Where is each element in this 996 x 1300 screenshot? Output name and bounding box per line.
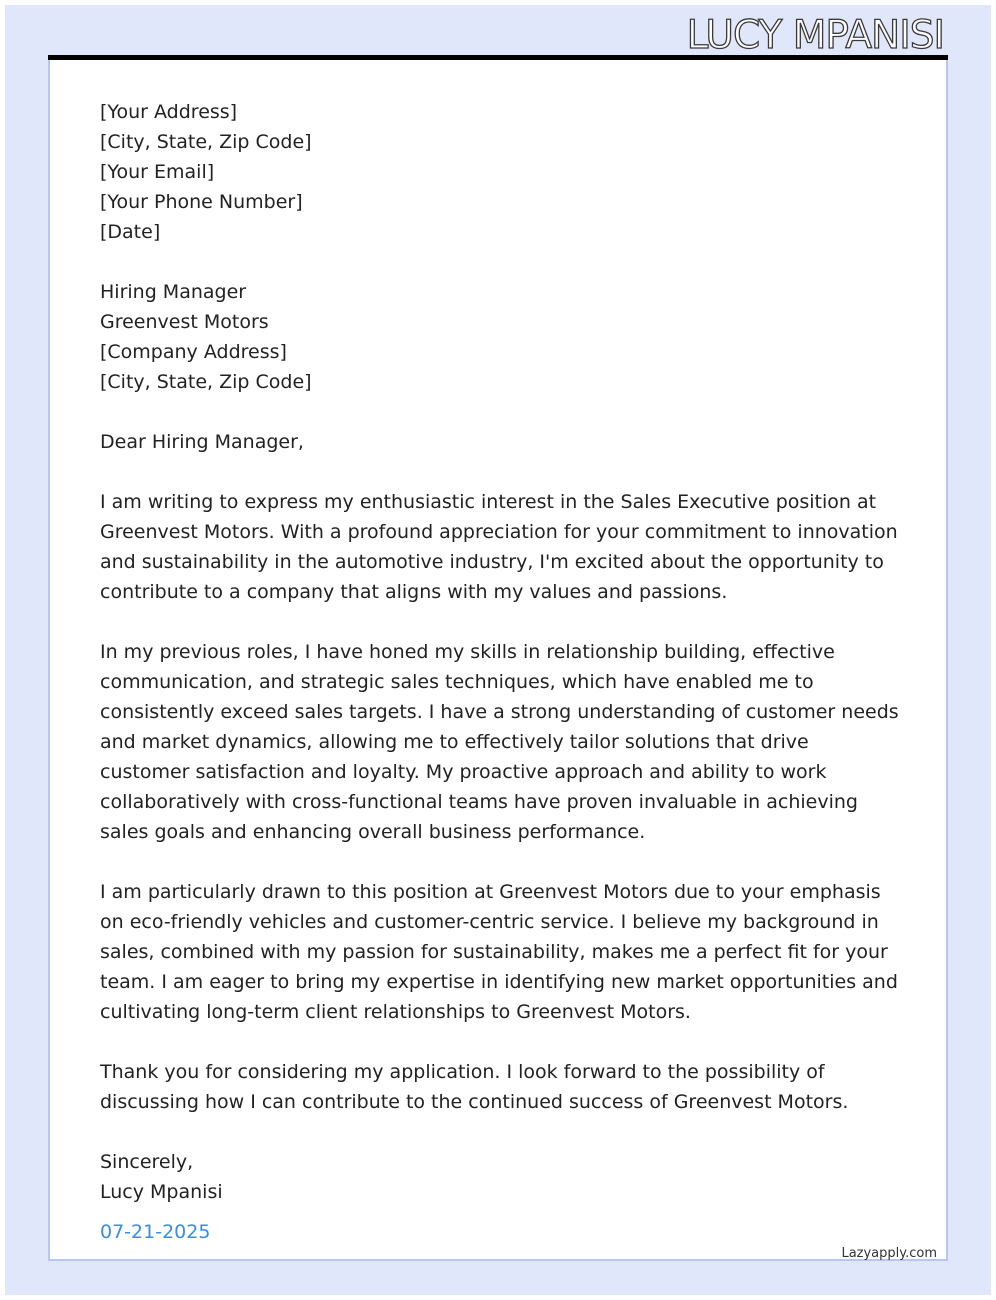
recipient-company: Greenvest Motors bbox=[100, 311, 269, 333]
spacer bbox=[100, 457, 900, 487]
paragraph-4: Thank you for considering my application. I look forward to the possibility of discussing how I can contribute to the continued success of Greenvest Motors. bbox=[100, 1061, 849, 1113]
sender-phone: [Your Phone Number] bbox=[100, 191, 303, 213]
paragraph-3: I am particularly drawn to this position at Greenvest Motors due to your emphasis on eco-friendly vehicles and customer-centric service. I believe my background in sales, combined with my passion for sustainability, makes me a perfect fit for your team. I am eager to bring my expertise in identifying new market opportunities and cultivating long-term client relationships to Greenvest Motors. bbox=[100, 881, 898, 1023]
brand-watermark: Lazyapply.com bbox=[841, 1246, 937, 1261]
recipient-city-state-zip: [City, State, Zip Code] bbox=[100, 371, 312, 393]
closing: Sincerely, bbox=[100, 1151, 194, 1173]
salutation: Dear Hiring Manager, bbox=[100, 431, 304, 453]
spacer bbox=[100, 847, 900, 877]
spacer bbox=[100, 247, 900, 277]
recipient-title: Hiring Manager bbox=[100, 281, 247, 303]
letter-body bbox=[100, 97, 900, 1207]
spacer bbox=[100, 1027, 900, 1057]
footer-date: 07-21-2025 bbox=[100, 1221, 211, 1243]
paragraph-2: In my previous roles, I have honed my skills in relationship building, effective communication, and strategic sales techniques, which have enabled me to consistently exceed sales targets. I have a strong understanding of customer needs and market dynamics, allowing me to effectively tailor solutions that drive customer satisfaction and loyalty. My proactive approach and ability to work collaboratively with cross-functional teams have proven invaluable in achieving sales goals and enhancing overall business performance. bbox=[100, 641, 899, 843]
applicant-name-heading: LUCY MPANISI bbox=[686, 13, 944, 58]
recipient-address: [Company Address] bbox=[100, 341, 287, 363]
sender-email: [Your Email] bbox=[100, 161, 215, 183]
spacer bbox=[100, 397, 900, 427]
spacer bbox=[100, 607, 900, 637]
sender-city-state-zip: [City, State, Zip Code] bbox=[100, 131, 312, 153]
sender-address: [Your Address] bbox=[100, 101, 238, 123]
spacer bbox=[100, 1117, 900, 1147]
sender-date: [Date] bbox=[100, 221, 161, 243]
signature-name: Lucy Mpanisi bbox=[100, 1181, 223, 1203]
paragraph-1: I am writing to express my enthusiastic interest in the Sales Executive position at Greenvest Motors. With a profound appreciation for your commitment to innovation and sustainability in the automotive industry, I'm excited about the opportunity to contribute to a company that aligns with my values and passions. bbox=[100, 491, 898, 603]
